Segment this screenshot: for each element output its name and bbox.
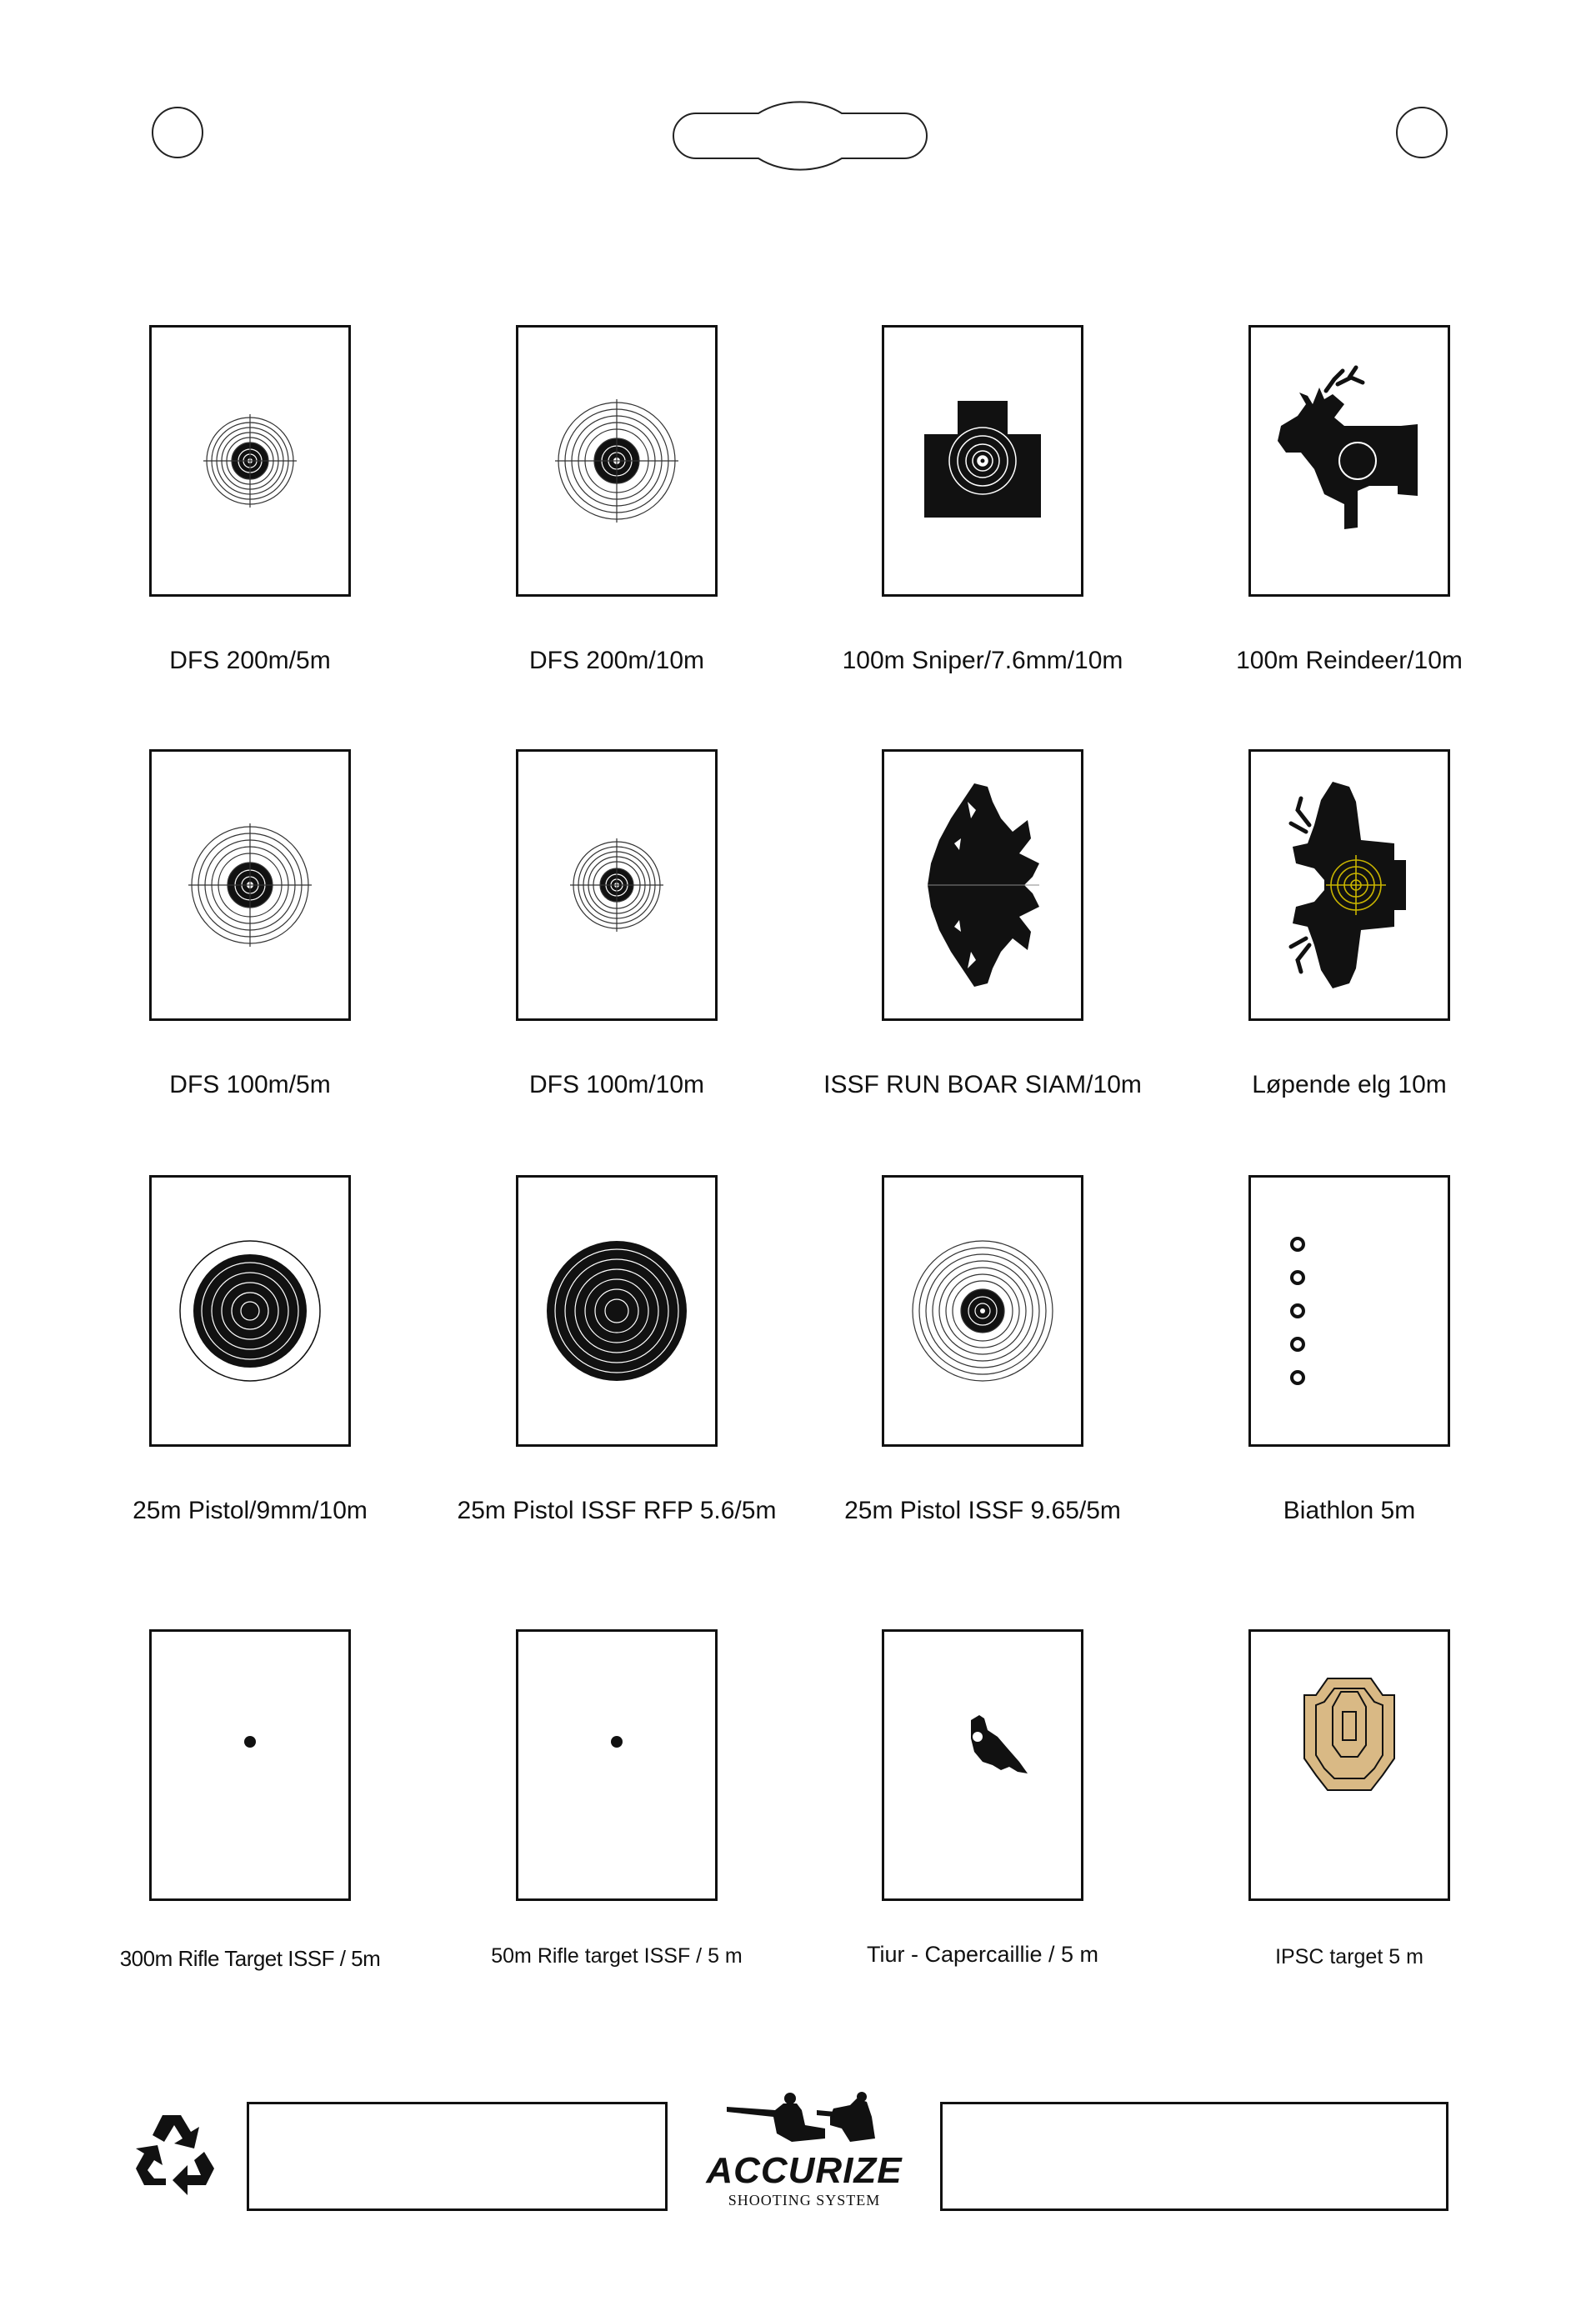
brand-tagline: SHOOTING SYSTEM [728,2192,881,2208]
target-card-100m-sniper[interactable] [882,325,1083,597]
reindeer-icon [1251,328,1448,594]
target-card-ipsc[interactable] [1248,1629,1450,1901]
brand-logo [692,2092,917,2217]
running-boar-icon [884,752,1081,1018]
target-label: 100m Reindeer/10m [1236,647,1463,674]
hanging-hole-left [152,107,203,158]
target-card-25m-pistol-9mm[interactable] [149,1175,351,1447]
target-label: 100m Sniper/7.6mm/10m [842,647,1123,674]
target-card-dfs-100m-5m[interactable] [149,749,351,1021]
target-card-100m-reindeer[interactable] [1248,325,1450,597]
write-in-box-left[interactable] [247,2102,668,2211]
sniper-silhouette-icon [884,328,1081,594]
target-card-50m-rifle[interactable] [516,1629,718,1901]
dfs-small-target-icon [518,752,715,1018]
target-card-25m-pistol-rfp[interactable] [516,1175,718,1447]
target-card-dfs-100m-10m[interactable] [516,749,718,1021]
target-card-25m-pistol-9-65[interactable] [882,1175,1083,1447]
dfs-medium-target-icon [518,328,715,594]
target-label: DFS 200m/5m [169,647,331,674]
write-in-box-right[interactable] [940,2102,1448,2211]
target-label: 25m Pistol ISSF 9.65/5m [844,1497,1121,1524]
target-label: DFS 100m/5m [169,1071,331,1098]
target-label: 25m Pistol ISSF RFP 5.6/5m [457,1497,777,1524]
target-card-biathlon[interactable] [1248,1175,1450,1447]
target-label: 300m Rifle Target ISSF / 5m [119,1946,381,1971]
target-label: 25m Pistol/9mm/10m [133,1497,368,1524]
hanging-hole-right [1396,107,1448,158]
target-card-capercaillie[interactable] [882,1629,1083,1901]
brand-name: ACCURIZE [706,2150,903,2191]
ipsc-target-icon [1251,1632,1448,1898]
target-label: Biathlon 5m [1283,1497,1416,1524]
target-label: Løpende elg 10m [1252,1071,1447,1098]
pistol-ring-target-icon [884,1178,1081,1444]
target-label: 50m Rifle target ISSF / 5 m [491,1944,743,1968]
dfs-large-target-icon [152,752,348,1018]
target-card-issf-run-boar[interactable] [882,749,1083,1021]
target-card-300m-rifle[interactable] [149,1629,351,1901]
dot-target-icon [518,1632,715,1898]
rapid-fire-pistol-target-icon [518,1178,715,1444]
dfs-small-target-icon [152,328,348,594]
target-label: IPSC target 5 m [1275,1945,1423,1968]
target-label: ISSF RUN BOAR SIAM/10m [823,1071,1142,1098]
hanger-slot [646,80,954,188]
capercaillie-icon [884,1632,1081,1898]
pistol-target-icon [152,1178,348,1444]
running-moose-icon [1251,752,1448,1018]
target-label: Tiur - Capercaillie / 5 m [866,1942,1099,1967]
target-card-dfs-200m-5m[interactable] [149,325,351,597]
biathlon-target-icon [1251,1178,1448,1444]
target-label: DFS 100m/10m [528,1071,705,1098]
recycle-icon [129,2108,225,2200]
target-label: DFS 200m/10m [528,647,705,674]
dot-target-icon [152,1632,348,1898]
shooters-silhouette-icon [725,2092,892,2150]
target-card-dfs-200m-10m[interactable] [516,325,718,597]
target-card-running-moose[interactable] [1248,749,1450,1021]
